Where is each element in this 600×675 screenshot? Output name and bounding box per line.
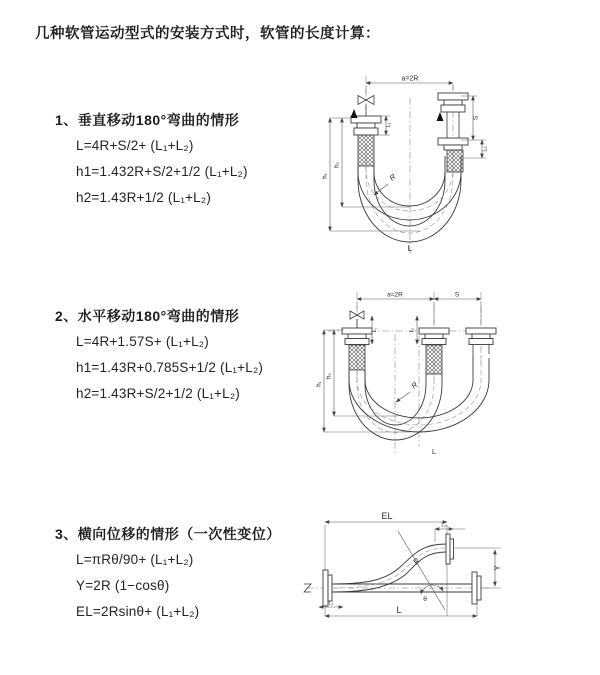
- dimension-s: [461, 96, 486, 140]
- section-1-formula-h2: h2=1.43R+1/2 (L₁+L₂): [76, 190, 212, 205]
- dim-label-a2r: a=2R: [387, 291, 403, 299]
- dim-label-r: R: [409, 380, 420, 391]
- valve-icon: [350, 311, 364, 328]
- section-1: [55, 110, 248, 205]
- dim-label-l2: L₂: [409, 327, 415, 333]
- dimension-l2: [409, 316, 417, 344]
- page-title: 几种软管运动型式的安装方式时，软管的长度计算：: [35, 26, 380, 42]
- section-2-heading: 2、水平移动180°弯曲的情形: [55, 308, 240, 324]
- dim-label-s: S: [454, 291, 460, 299]
- section-2: [55, 306, 264, 401]
- section-1-heading: 1、垂直移动180°弯曲的情形: [55, 112, 240, 128]
- dim-label-l-bottom: L: [407, 243, 413, 253]
- dim-label-h1: h₁: [322, 173, 329, 179]
- hose-u-bend: [358, 156, 461, 242]
- dimension-span: [357, 292, 481, 325]
- dim-label-l-bottom: L: [432, 449, 436, 456]
- right-flange-fitting: [466, 328, 496, 358]
- section-2-formula-L: L=4R+1.57S+ (L₁+L₂): [76, 334, 209, 349]
- section-2-formula-h1: h1=1.43R+0.785S+1/2 (L₁+L₂): [76, 360, 264, 375]
- section-3-formula-EL: EL=2Rsinθ+ (L₁+L₂): [76, 604, 200, 619]
- dim-label-l2: L₂: [482, 146, 489, 152]
- dim-label-l1: L₁: [372, 327, 378, 333]
- dimension-l1: [372, 316, 378, 344]
- dimension-y: [481, 550, 502, 588]
- section-1-formula-h1: h1=1.432R+S/2+1/2 (L₁+L₂): [76, 164, 248, 179]
- section-3-heading: 3、横向位移的情形（一次性变位）: [55, 526, 281, 542]
- dim-label-l1: L₁: [328, 600, 334, 607]
- section-3-formula-L: L=πRθ/90+ (L₁+L₂): [76, 552, 194, 567]
- dim-label-s: S: [472, 115, 480, 121]
- dimension-l: [325, 604, 477, 616]
- dim-label-l2: L₂: [441, 522, 447, 529]
- dim-label-h2: h₂: [326, 373, 333, 379]
- upper-right-flange: [446, 534, 501, 564]
- angle-construction: [398, 531, 445, 610]
- dim-label-el: EL: [381, 511, 393, 521]
- s-curve-hose: [332, 544, 446, 592]
- dim-label-l1: L₁: [386, 122, 392, 128]
- dim-label-a2r: a=2R: [401, 75, 419, 83]
- left-flange-fitting: [351, 116, 381, 166]
- left-flange-fitting: [342, 328, 372, 370]
- section-1-formula-L: L=4R+S/2+ (L₁+L₂): [76, 138, 194, 153]
- diagram-horizontal-180-bend: [310, 284, 590, 464]
- motion-arrow-up-left: [351, 109, 358, 118]
- braided-hose-section: [426, 345, 442, 374]
- section-2-formula-h2: h2=1.43R+S/2+1/2 (L₁+L₂): [76, 386, 240, 401]
- motion-arrow-up-right: [437, 112, 444, 121]
- dim-label-y: Y: [493, 565, 502, 571]
- valve-icon: [358, 96, 374, 117]
- radius-leader: [374, 172, 398, 195]
- dim-label-theta: θ: [423, 596, 427, 603]
- lower-right-flange: [472, 572, 481, 604]
- dim-label-r: R: [411, 556, 422, 567]
- middle-flange-fitting: [419, 328, 449, 374]
- section-3: [55, 524, 281, 619]
- dim-label-r: R: [387, 172, 398, 183]
- diagram-vertical-180-bend: [310, 68, 590, 258]
- radius-leader: [396, 380, 420, 402]
- diagram-lateral-displacement: [295, 498, 595, 658]
- centerlines: [366, 76, 453, 254]
- dim-label-h1: h₁: [316, 381, 323, 387]
- dimension-span: [366, 76, 453, 94]
- braided-hose-section: [358, 135, 374, 166]
- dimension-el: [325, 511, 447, 616]
- dim-label-h2: h₂: [334, 162, 341, 168]
- section-3-formula-Y: Y=2R (1−cosθ): [76, 578, 170, 593]
- braided-hose-section: [349, 345, 365, 370]
- dim-label-l: L: [396, 605, 402, 615]
